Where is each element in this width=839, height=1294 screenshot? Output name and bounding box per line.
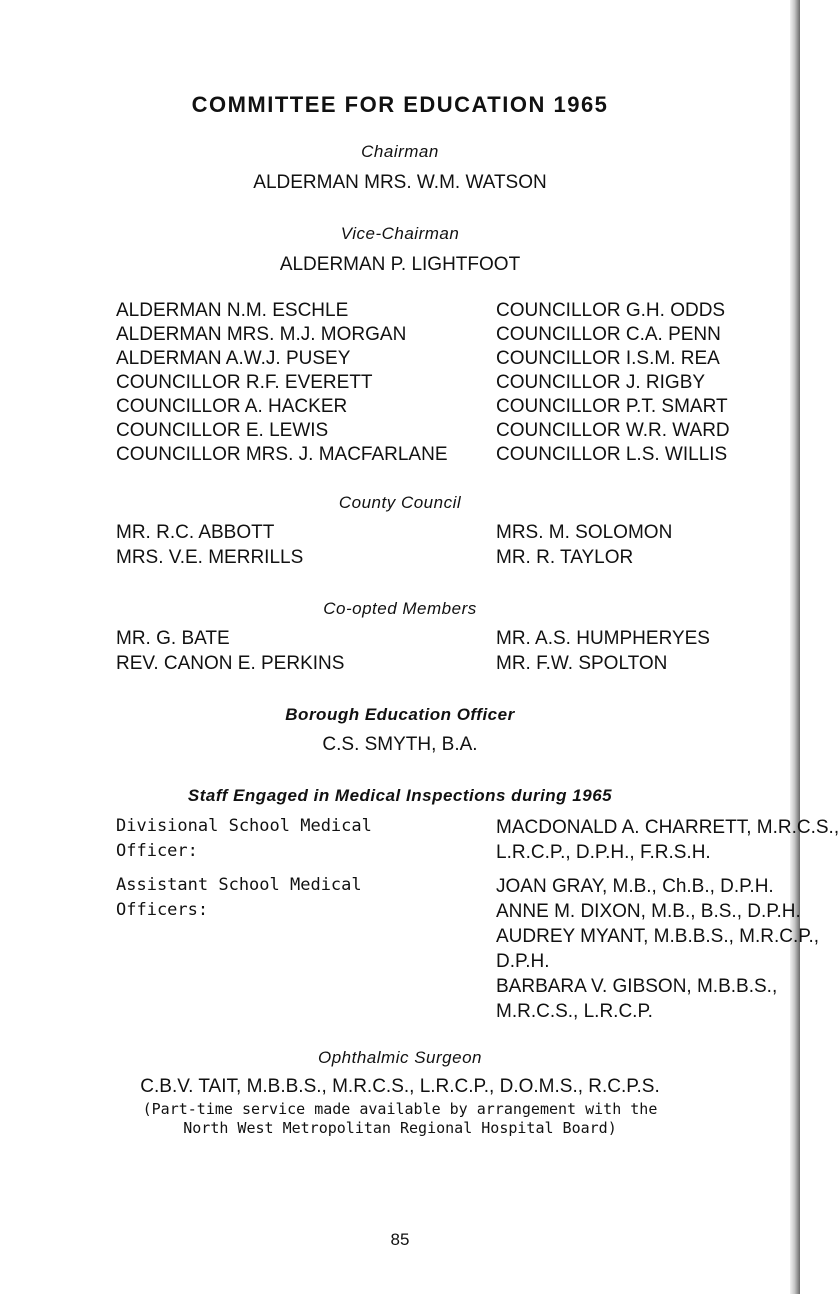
assistant-officer-line: D.P.H. [496,951,550,972]
county-council-member: MRS. V.E. MERRILLS [116,547,304,568]
member-name: ALDERMAN A.W.J. PUSEY [116,348,351,369]
chairman-heading: Chairman [361,142,439,161]
vice-chairman-name: ALDERMAN P. LIGHTFOOT [279,254,521,275]
ophthalmic-heading: Ophthalmic Surgeon [318,1048,482,1067]
member-name: COUNCILLOR L.S. WILLIS [496,444,728,465]
page-title: COMMITTEE FOR EDUCATION 1965 [191,92,609,117]
member-name: COUNCILLOR R.F. EVERETT [116,372,373,393]
ophthalmic-surgeon-name: C.B.V. TAIT, M.B.B.S., M.R.C.S., L.R.C.P., D.O.M.S., R.C.P.S. [140,1076,660,1097]
assistant-officer-line: AUDREY MYANT, M.B.B.S., M.R.C.P., [496,926,820,947]
member-name: COUNCILLOR E. LEWIS [116,420,329,441]
member-name: ALDERMAN MRS. M.J. MORGAN [116,324,407,345]
ophthalmic-note-cont: North West Metropolitan Regional Hospital Board) [183,1119,617,1137]
assistant-officer-line: JOAN GRAY, M.B., Ch.B., D.P.H. [496,876,774,897]
chairman-name: ALDERMAN MRS. W.M. WATSON [253,172,547,193]
co-opted-member: MR. F.W. SPOLTON [496,653,668,674]
county-council-member: MR. R.C. ABBOTT [116,522,275,543]
member-name: COUNCILLOR C.A. PENN [496,324,721,345]
divisional-label: Divisional School Medical [116,816,372,836]
page-edge-shadow [790,0,800,1294]
vice-chairman-heading: Vice-Chairman [340,224,460,243]
assistant-officer-line: M.R.C.S., L.R.C.P. [496,1001,653,1022]
divisional-officer-line: MACDONALD A. CHARRETT, M.R.C.S., [496,817,839,838]
member-name: ALDERMAN N.M. ESCHLE [116,300,349,321]
member-name: COUNCILLOR P.T. SMART [496,396,728,417]
member-name: COUNCILLOR A. HACKER [116,396,348,417]
ophthalmic-note: (Part-time service made available by arrangement with the [142,1100,658,1118]
county-council-member: MR. R. TAYLOR [496,547,634,568]
member-name: COUNCILLOR I.S.M. REA [496,348,720,369]
page-number: 85 [390,1230,410,1249]
co-opted-heading: Co-opted Members [323,599,477,618]
divisional-label-cont: Officer: [116,841,198,861]
county-council-member: MRS. M. SOLOMON [496,522,673,543]
assistant-officer-line: BARBARA V. GIBSON, M.B.B.S., [496,976,778,997]
member-name: COUNCILLOR J. RIGBY [496,372,706,393]
member-name: COUNCILLOR G.H. ODDS [496,300,726,321]
member-name: COUNCILLOR MRS. J. MACFARLANE [116,444,448,465]
assistant-label: Assistant School Medical [116,875,362,895]
co-opted-member: REV. CANON E. PERKINS [116,653,345,674]
county-council-heading: County Council [338,493,462,512]
assistant-label-cont: Officers: [116,900,209,920]
education-officer-name: C.S. SMYTH, B.A. [322,734,478,755]
member-name: COUNCILLOR W.R. WARD [496,420,730,441]
assistant-officer-line: ANNE M. DIXON, M.B., B.S., D.P.H. [496,901,801,922]
co-opted-member: MR. G. BATE [116,628,230,649]
staff-heading: Staff Engaged in Medical Inspections during 1965 [187,786,613,805]
education-officer-heading: Borough Education Officer [285,705,515,724]
divisional-officer-line: L.R.C.P., D.P.H., F.R.S.H. [496,842,711,863]
co-opted-member: MR. A.S. HUMPHERYES [496,628,710,649]
